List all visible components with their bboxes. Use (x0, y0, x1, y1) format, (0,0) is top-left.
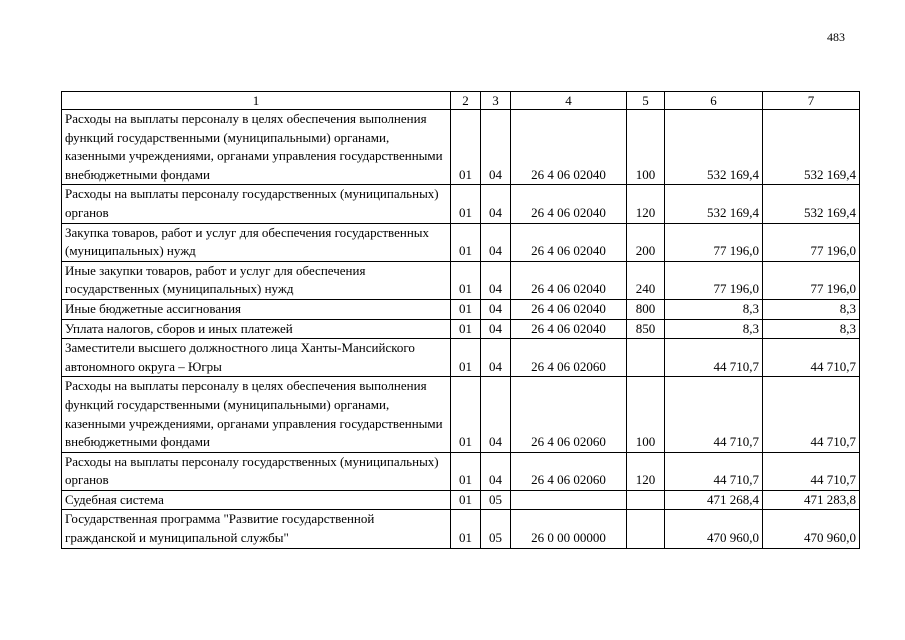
row-amount-6: 44 710,7 (665, 452, 763, 490)
row-amount-7: 532 169,4 (763, 185, 860, 223)
row-expense-type: 200 (627, 223, 665, 261)
row-target-code: 26 4 06 02040 (511, 110, 627, 185)
row-subsection: 04 (481, 377, 511, 452)
row-name: Заместители высшего должностного лица Ханты-Мансийского автономного округа – Югры (62, 339, 451, 377)
table-row (62, 261, 860, 299)
row-subsection: 04 (481, 110, 511, 185)
row-subsection: 04 (481, 299, 511, 319)
column-header-3: 3 (481, 92, 511, 110)
row-target-code (511, 490, 627, 510)
row-expense-type (627, 510, 665, 548)
row-amount-6: 471 268,4 (665, 490, 763, 510)
budget-table (61, 91, 860, 549)
row-subsection: 04 (481, 223, 511, 261)
row-amount-6: 532 169,4 (665, 185, 763, 223)
row-expense-type: 100 (627, 377, 665, 452)
column-header-2: 2 (451, 92, 481, 110)
row-amount-7: 77 196,0 (763, 223, 860, 261)
row-expense-type: 120 (627, 185, 665, 223)
row-amount-7: 470 960,0 (763, 510, 860, 548)
column-header-6: 6 (665, 92, 763, 110)
row-name: Закупка товаров, работ и услуг для обеспечения государственных (муниципальных) нужд (62, 223, 451, 261)
row-subsection: 04 (481, 452, 511, 490)
row-target-code: 26 4 06 02060 (511, 339, 627, 377)
table-row (62, 490, 860, 510)
table-row (62, 339, 860, 377)
row-section: 01 (451, 490, 481, 510)
row-amount-6: 532 169,4 (665, 110, 763, 185)
row-amount-7: 44 710,7 (763, 339, 860, 377)
row-expense-type (627, 490, 665, 510)
row-subsection: 05 (481, 510, 511, 548)
row-name: Судебная система (62, 490, 451, 510)
row-target-code: 26 4 06 02060 (511, 377, 627, 452)
row-amount-6: 77 196,0 (665, 223, 763, 261)
row-target-code: 26 0 00 00000 (511, 510, 627, 548)
row-name: Расходы на выплаты персоналу в целях обеспечения выполнения функций государственными (муниципальными) органами, казенными учреждениями, органами управления государственными внебюджетными фондами (62, 377, 451, 452)
row-amount-6: 470 960,0 (665, 510, 763, 548)
row-section: 01 (451, 377, 481, 452)
row-section: 01 (451, 185, 481, 223)
column-header-7: 7 (763, 92, 860, 110)
row-expense-type (627, 339, 665, 377)
table-row (62, 110, 860, 185)
row-section: 01 (451, 452, 481, 490)
row-amount-7: 44 710,7 (763, 377, 860, 452)
row-section: 01 (451, 110, 481, 185)
row-name: Уплата налогов, сборов и иных платежей (62, 319, 451, 339)
column-header-1: 1 (62, 92, 451, 110)
row-expense-type: 850 (627, 319, 665, 339)
row-expense-type: 240 (627, 261, 665, 299)
row-amount-6: 44 710,7 (665, 339, 763, 377)
table-row (62, 377, 860, 452)
row-name: Расходы на выплаты персоналу государственных (муниципальных) органов (62, 452, 451, 490)
row-target-code: 26 4 06 02040 (511, 299, 627, 319)
row-subsection: 04 (481, 261, 511, 299)
page-number: 483 (827, 30, 845, 44)
column-header-4: 4 (511, 92, 627, 110)
row-amount-7: 532 169,4 (763, 110, 860, 185)
row-subsection: 04 (481, 319, 511, 339)
row-amount-6: 44 710,7 (665, 377, 763, 452)
table-row (62, 452, 860, 490)
row-amount-7: 471 283,8 (763, 490, 860, 510)
row-amount-6: 77 196,0 (665, 261, 763, 299)
row-subsection: 04 (481, 339, 511, 377)
table-row (62, 223, 860, 261)
row-expense-type: 100 (627, 110, 665, 185)
row-target-code: 26 4 06 02040 (511, 319, 627, 339)
row-expense-type: 800 (627, 299, 665, 319)
row-amount-7: 44 710,7 (763, 452, 860, 490)
table-row (62, 185, 860, 223)
row-name: Расходы на выплаты персоналу государственных (муниципальных) органов (62, 185, 451, 223)
row-section: 01 (451, 261, 481, 299)
row-subsection: 04 (481, 185, 511, 223)
row-target-code: 26 4 06 02040 (511, 223, 627, 261)
row-target-code: 26 4 06 02040 (511, 261, 627, 299)
table-row (62, 319, 860, 339)
row-section: 01 (451, 299, 481, 319)
table-row (62, 299, 860, 319)
table-row (62, 510, 860, 548)
row-target-code: 26 4 06 02040 (511, 185, 627, 223)
row-target-code: 26 4 06 02060 (511, 452, 627, 490)
row-amount-7: 8,3 (763, 319, 860, 339)
row-name: Государственная программа "Развитие государственной гражданской и муниципальной службы" (62, 510, 451, 548)
row-expense-type: 120 (627, 452, 665, 490)
row-section: 01 (451, 339, 481, 377)
row-name: Иные закупки товаров, работ и услуг для обеспечения государственных (муниципальных) нужд (62, 261, 451, 299)
row-subsection: 05 (481, 490, 511, 510)
row-amount-7: 8,3 (763, 299, 860, 319)
column-number-header (62, 92, 860, 110)
row-amount-6: 8,3 (665, 299, 763, 319)
row-amount-7: 77 196,0 (763, 261, 860, 299)
column-header-5: 5 (627, 92, 665, 110)
row-section: 01 (451, 223, 481, 261)
row-name: Расходы на выплаты персоналу в целях обеспечения выполнения функций государственными (муниципальными) органами, казенными учреждениями, органами управления государственными внебюджетными фондами (62, 110, 451, 185)
row-section: 01 (451, 319, 481, 339)
row-amount-6: 8,3 (665, 319, 763, 339)
row-name: Иные бюджетные ассигнования (62, 299, 451, 319)
row-section: 01 (451, 510, 481, 548)
